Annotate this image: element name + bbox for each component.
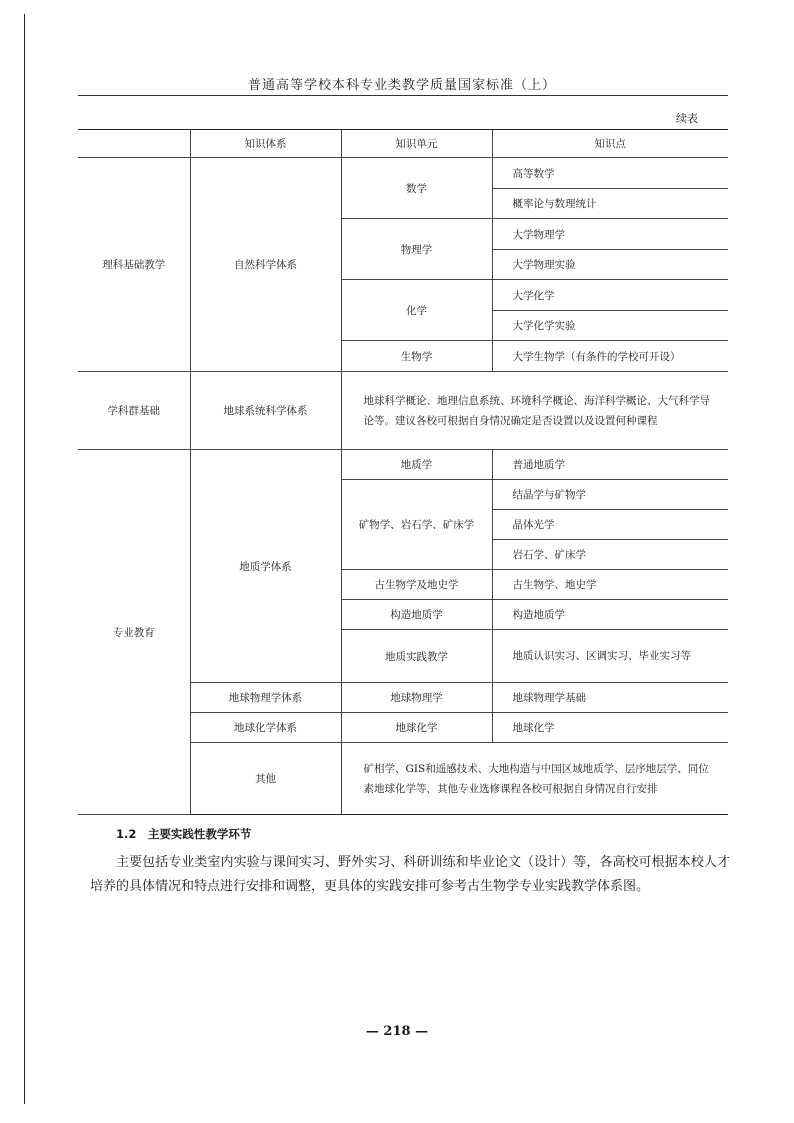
point-cell: 大学化学实验: [492, 311, 728, 341]
unit-cell: 地质实践教学: [341, 630, 492, 683]
running-header-title: 普通高等学校本科专业类教学质量国家标准（上）: [247, 78, 556, 93]
point-cell: 高等数学: [492, 158, 728, 189]
body-paragraph: 主要包括专业类室内实验与课间实习、野外实习、科研训练和毕业论文（设计）等，各高校可根据本校人才培养的具体情况和特点进行安排和调整，更具体的实践安排可参考古生物学专业实践教学体系图。: [90, 855, 730, 894]
column-header: 知识单元: [341, 130, 492, 158]
point-cell: 结晶学与矿物学: [492, 480, 728, 510]
merged-description-cell: 矿相学、GIS和遥感技术、大地构造与中国区域地质学、层序地层学、同位素地球化学等，其他专业选修课程各校可根据自身情况自行安排: [341, 743, 728, 815]
category-cell: 专业教育: [78, 450, 190, 815]
column-header: 知识点: [492, 130, 728, 158]
category-cell: 理科基础教学: [78, 158, 190, 372]
header-divider: [78, 95, 728, 96]
point-cell: 大学化学: [492, 280, 728, 311]
system-cell: 地球系统科学体系: [190, 372, 341, 450]
category-cell: 学科群基础: [78, 372, 190, 450]
table-header-row: [78, 130, 728, 158]
point-cell: 大学物理学: [492, 219, 728, 250]
table-row: [78, 450, 728, 480]
system-cell: 地球化学体系: [190, 713, 341, 743]
point-cell: 构造地质学: [492, 600, 728, 630]
point-cell: 岩石学、矿床学: [492, 540, 728, 570]
unit-cell: 古生物学及地史学: [341, 570, 492, 600]
point-cell: 古生物学、地史学: [492, 570, 728, 600]
point-cell: 晶体光学: [492, 510, 728, 540]
table-row: [78, 372, 728, 450]
page-number: — 218 —: [365, 1024, 429, 1039]
knowledge-table: [78, 129, 728, 815]
point-cell: 大学生物学（有条件的学校可开设）: [492, 341, 728, 372]
continued-label: 续表: [676, 112, 698, 125]
point-cell: 地球化学: [492, 713, 728, 743]
unit-cell: 地球物理学: [341, 683, 492, 713]
unit-cell: 物理学: [341, 219, 492, 280]
point-cell: 地质认识实习、区调实习、毕业实习等: [492, 630, 728, 683]
unit-cell: 生物学: [341, 341, 492, 372]
system-cell: 地质学体系: [190, 450, 341, 683]
unit-cell: 矿物学、岩石学、矿床学: [341, 480, 492, 570]
unit-cell: 地球化学: [341, 713, 492, 743]
system-cell: 自然科学体系: [190, 158, 341, 372]
table-row: [78, 158, 728, 189]
unit-cell: 化学: [341, 280, 492, 341]
column-header: [78, 130, 190, 158]
unit-cell: 地质学: [341, 450, 492, 480]
section-heading: 1.2 主要实践性教学环节: [116, 827, 252, 841]
page-edge-rule: [24, 14, 25, 1104]
unit-cell: 数学: [341, 158, 492, 219]
column-header: 知识体系: [190, 130, 341, 158]
system-cell: 地球物理学体系: [190, 683, 341, 713]
point-cell: 大学物理实验: [492, 250, 728, 280]
point-cell: 概率论与数理统计: [492, 189, 728, 219]
point-cell: 普通地质学: [492, 450, 728, 480]
point-cell: 地球物理学基础: [492, 683, 728, 713]
unit-cell: 构造地质学: [341, 600, 492, 630]
system-cell: 其他: [190, 743, 341, 815]
merged-description-cell: 地球科学概论、地理信息系统、环境科学概论、海洋科学概论、大气科学导论等。建议各校可根据自身情况确定是否设置以及设置何种课程: [341, 372, 728, 450]
